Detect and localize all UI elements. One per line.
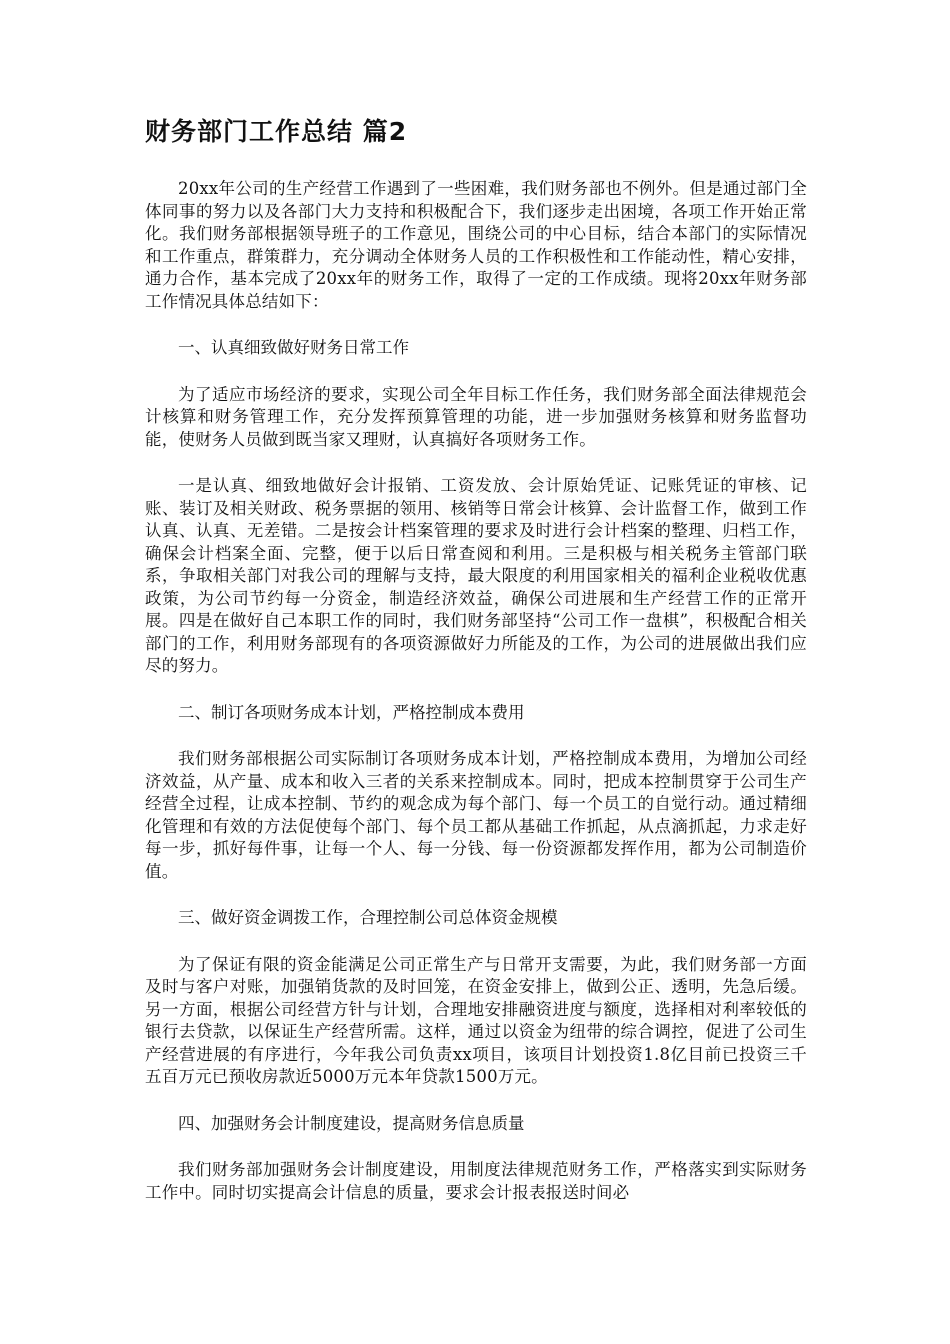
document-title: 财务部门工作总结 篇2 (145, 117, 408, 146)
section-4-paragraph-1: 我们财务部加强财务会计制度建设，用制度法律规范财务工作，严格落实到实际财务工作中。同时切实提高会计信息的质量，要求会计报表报送时间必 (145, 1160, 807, 1202)
section-3-paragraph-1: 为了保证有限的资金能满足公司正常生产与日常开支需要，为此，我们财务部一方面及时与客户对账，加强销货款的及时回笼，在资金安排上，做到公正、透明，先急后缓。另一方面，根据公司经营方针与计划，合理地安排融资进度与额度，选择相对利率较低的银行去贷款，以保证生产经营所需。这样，通过以资金为纽带的综合调控，促进了公司生产经营进展的有序进行，今年我公司负责xx项目，该项目计划投资1.8亿目前已投资三千五百万元已预收房款近5000万元本年贷款1500万元。 (145, 954, 807, 1086)
section-4-heading: 四、加强财务会计制度建设，提高财务信息质量 (178, 1113, 525, 1133)
section-1-paragraph-2: 一是认真、细致地做好会计报销、工资发放、会计原始凭证、记账凭证的审核、记账、装订及相关财政、税务票据的领用、核销等日常会计核算、会计监督工作，做到工作认真、认真、无差错。二是按会计档案管理的要求及时进行会计档案的整理、归档工作，确保会计档案全面、完整，便于以后日常查阅和利用。三是积极与相关税务主管部门联系，争取相关部门对我公司的理解与支持，最大限度的利用国家相关的福利企业税收优惠政策，为公司节约每一分资金，制造经济效益，确保公司进展和生产经营工作的正常开展。四是在做好自己本职工作的同时，我们财务部坚持“公司工作一盘棋”，积极配合相关部门的工作，利用财务部现有的各项资源做好力所能及的工作，为公司的进展做出我们应尽的努力。 (145, 476, 807, 675)
section-1-paragraph-1: 为了适应市场经济的要求，实现公司全年目标工作任务，我们财务部全面法律规范会计核算和财务管理工作，充分发挥预算管理的功能，进一步加强财务核算和财务监督功能，使财务人员做到既当家又理财，认真搞好各项财务工作。 (145, 384, 807, 449)
section-2-paragraph-1: 我们财务部根据公司实际制订各项财务成本计划，严格控制成本费用，为增加公司经济效益，从产量、成本和收入三者的关系来控制成本。同时，把成本控制贯穿于公司生产经营全过程，让成本控制、节约的观念成为每个部门、每一个员工的自觉行动。通过精细化管理和有效的方法促使每个部门、每个员工都从基础工作抓起，从点滴抓起，力求走好每一步，抓好每件事，让每一个人、每一分钱、每一份资源都发挥作用，都为公司制造价值。 (145, 749, 807, 881)
document-page (145, 112, 807, 1228)
section-3-heading: 三、做好资金调拨工作，合理控制公司总体资金规模 (178, 908, 558, 927)
intro-paragraph: 20xx年公司的生产经营工作遇到了一些困难，我们财务部也不例外。但是通过部门全体同事的努力以及各部门大力支持和积极配合下，我们逐步走出困境，各项工作开始正常化。我们财务部根据领导班子的工作意见，围绕公司的中心目标，结合本部门的实际情况和工作重点，群策群力，充分调动全体财务人员的工作积极性和工作能动性，精心安排，通力合作，基本完成了20xx年的财务工作，取得了一定的工作成绩。现将20xx年财务部工作情况具体总结如下： (145, 179, 807, 311)
section-2-heading: 二、制订各项财务成本计划，严格控制成本费用 (178, 702, 525, 722)
section-1-heading: 一、认真细致做好财务日常工作 (178, 338, 409, 357)
